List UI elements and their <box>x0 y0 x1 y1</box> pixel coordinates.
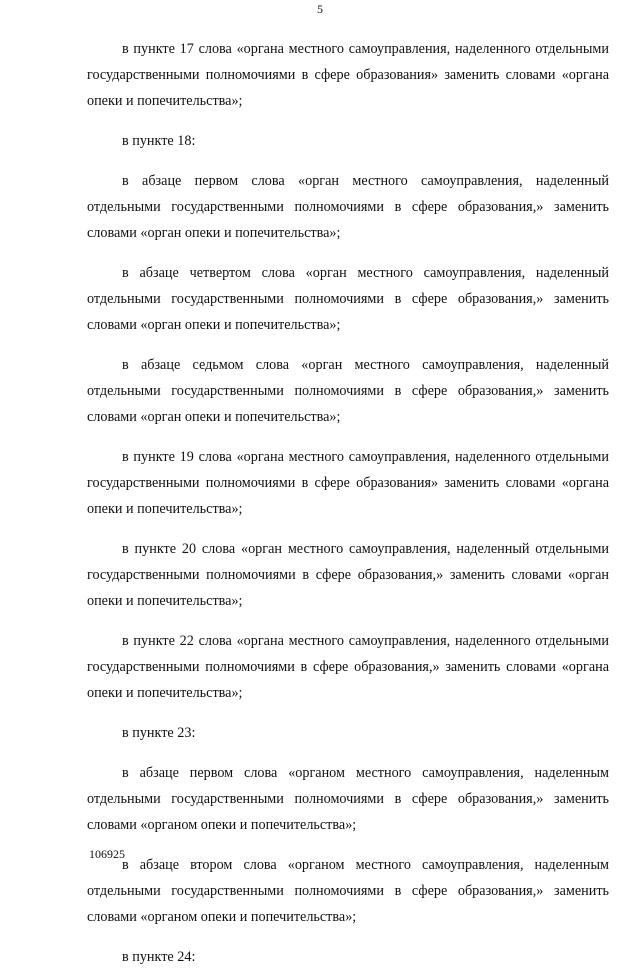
paragraph-12: в пункте 24: <box>122 949 196 965</box>
paragraph-3: в абзаце первом слова «орган местного самоуправления, наделенный отдельными государственными полномочиями в сфере образования,» заменить словами «орган опеки и попечительства»; <box>87 173 609 241</box>
paragraph-2: в пункте 18: <box>122 133 196 149</box>
document-body <box>87 36 609 970</box>
paragraph-6: в пункте 19 слова «органа местного самоуправления, наделенного отдельными государственными полномочиями в сфере образования» заменить словами «органа опеки и попечительства»; <box>87 449 609 517</box>
paragraph-7: в пункте 20 слова «орган местного самоуправления, наделенный отдельными государственными полномочиями в сфере образования,» заменить словами «орган опеки и попечительства»; <box>87 541 609 609</box>
paragraph-4: в абзаце четвертом слова «орган местного самоуправления, наделенный отдельными государственными полномочиями в сфере образования,» заменить словами «орган опеки и попечительства»; <box>87 265 609 333</box>
paragraph-8: в пункте 22 слова «органа местного самоуправления, наделенного отдельными государственными полномочиями в сфере образования,» заменить словами «органа опеки и попечительства»; <box>87 633 609 701</box>
paragraph-1: в пункте 17 слова «органа местного самоуправления, наделенного отдельными государственными полномочиями в сфере образования» заменить словами «органа опеки и попечительства»; <box>87 41 609 109</box>
paragraph-11: в абзаце втором слова «органом местного самоуправления, наделенным отдельными государственными полномочиями в сфере образования,» заменить словами «органом опеки и попечительства»; <box>87 857 609 925</box>
paragraph-10: в абзаце первом слова «органом местного самоуправления, наделенным отдельными государственными полномочиями в сфере образования,» заменить словами «органом опеки и попечительства»; <box>87 765 609 833</box>
document-code: 106925 <box>89 847 125 861</box>
paragraph-5: в абзаце седьмом слова «орган местного самоуправления, наделенный отдельными государственными полномочиями в сфере образования,» заменить словами «орган опеки и попечительства»; <box>87 357 609 425</box>
page-number: 5 <box>317 2 323 16</box>
paragraph-9: в пункте 23: <box>122 725 196 741</box>
